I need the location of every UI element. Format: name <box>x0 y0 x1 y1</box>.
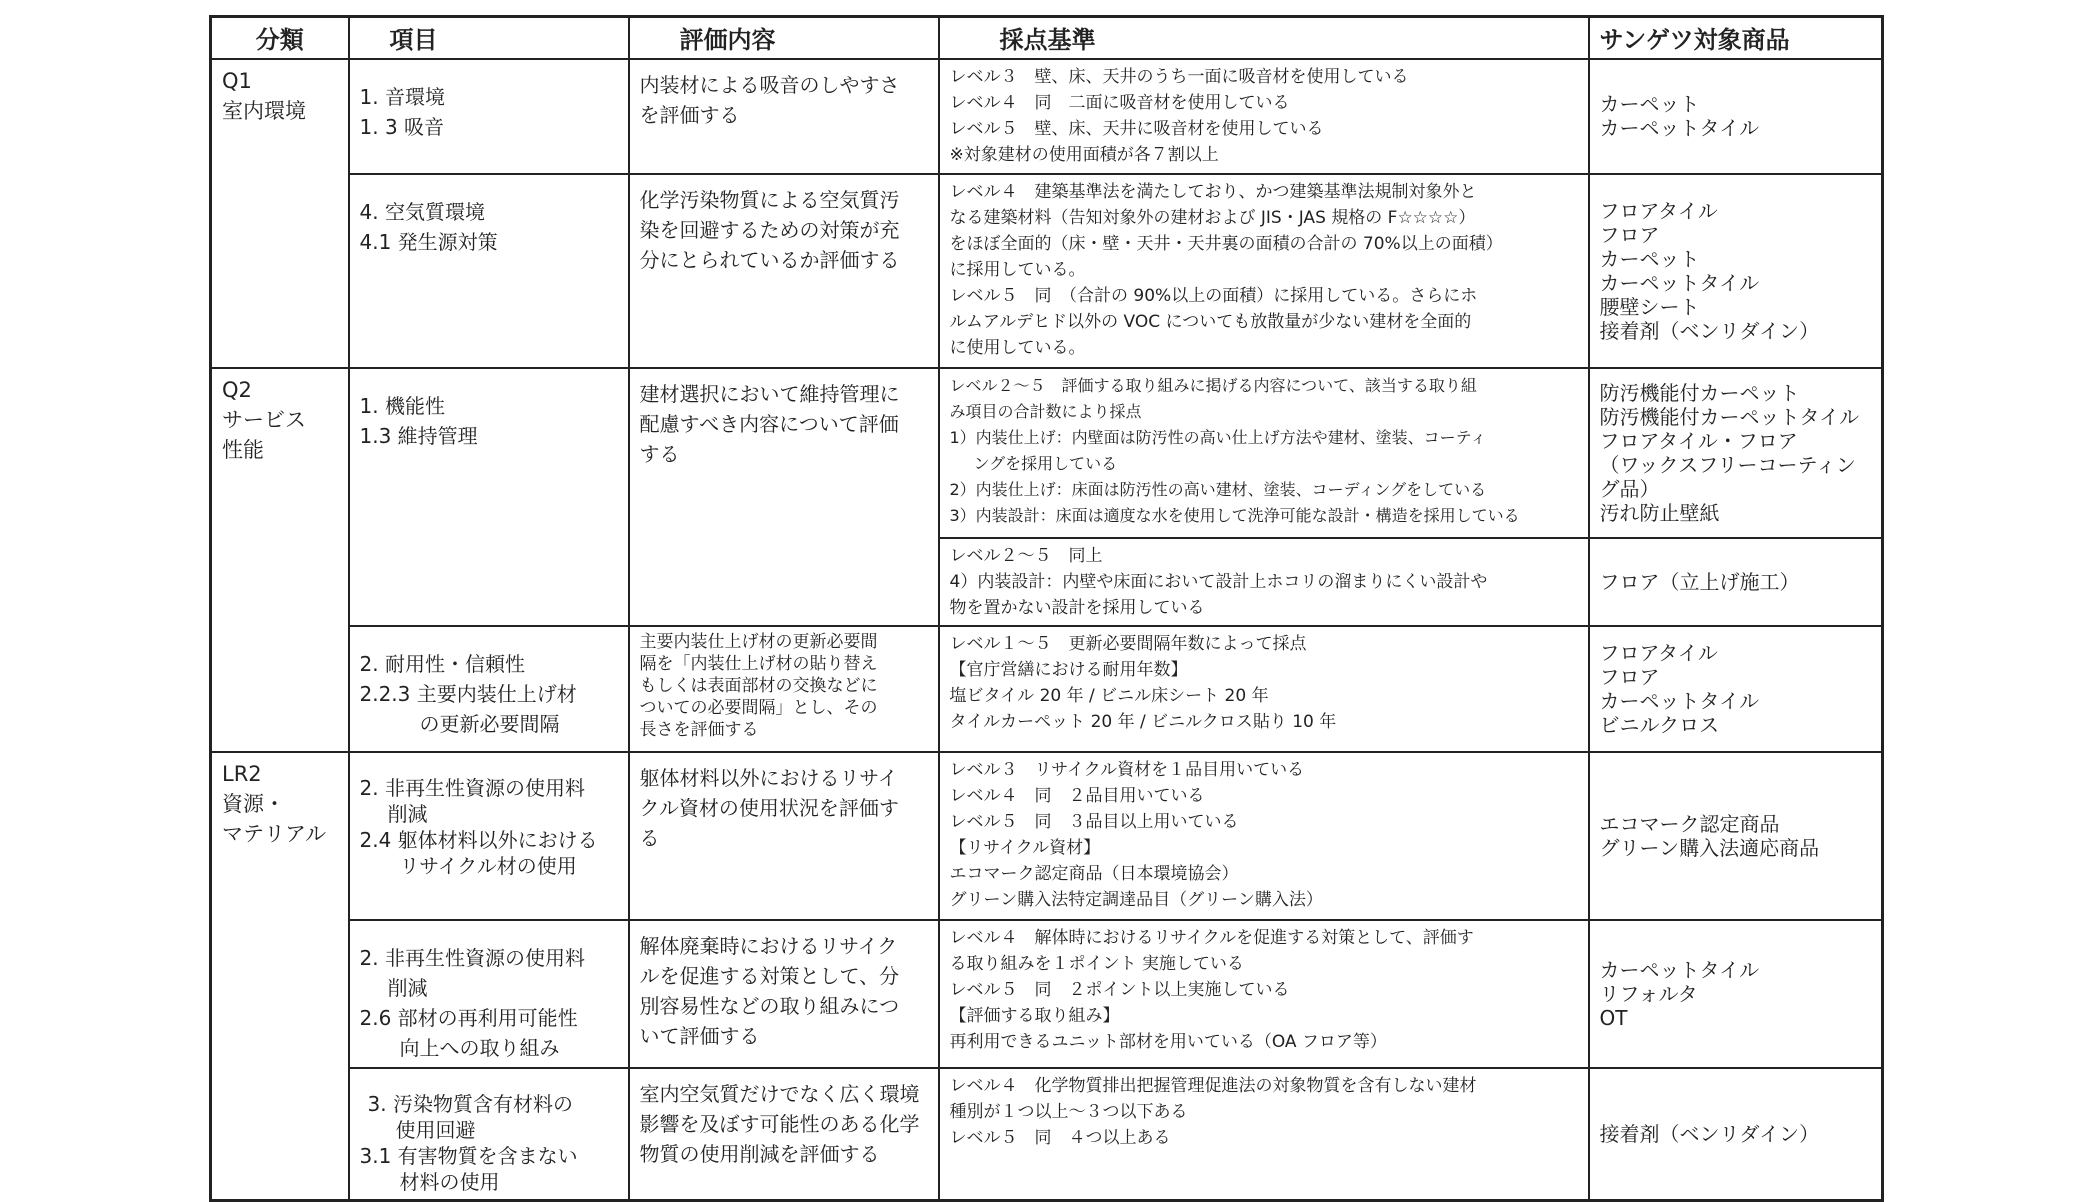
item-line: 3.1 有害物質を含まない <box>359 1143 578 1168</box>
products-cell: カーペットタイル リフォルタ OT <box>1589 920 1883 1068</box>
item-cell <box>349 1068 629 1201</box>
evaluation-cell: 躯体材料以外におけるリサイ クル資材の使用状況を評価す る <box>629 752 939 920</box>
item-cell: 1. 音環境 1. 3 吸音 <box>349 59 629 174</box>
criteria-cell: レベル３ リサイクル資材を１品目用いている レベル４ 同 ２品目用いている レベル５ 同 ３品目以上用いている 【リサイクル資材】 エコマーク認定商品（日本環境協会） グリーン購入法特定調達品目（グリーン購入法） <box>939 752 1589 920</box>
item-line: 2.2.3 主要内装仕上げ材 <box>359 681 577 706</box>
item-line: 使用回避 <box>395 1117 476 1142</box>
item-line: 2.6 部材の再利用可能性 <box>359 1005 578 1030</box>
evaluation-cell: 主要内装仕上げ材の更新必要間 隔を「内装仕上げ材の貼り替え もしくは表面部材の交換などに ついての必要間隔」とし、その 長さを評価する <box>629 626 939 752</box>
evaluation-cell: 解体廃棄時におけるリサイク ルを促進する対策として、分 別容易性などの取り組みにつ いて評価する <box>629 920 939 1068</box>
evaluation-table <box>209 15 1884 1202</box>
header-criteria: 採点基準 <box>939 17 1589 59</box>
item-line: 削減 <box>387 801 428 826</box>
item-cell <box>349 626 629 752</box>
category-q2: Q2 サービス 性能 <box>211 368 349 752</box>
item-line: 2. 非再生性資源の使用料 <box>359 945 585 970</box>
item-line: 向上への取り組み <box>399 1035 560 1060</box>
header-evaluation: 評価内容 <box>629 17 939 59</box>
products-cell: エコマーク認定商品 グリーン購入法適応商品 <box>1589 752 1883 920</box>
criteria-cell <box>939 368 1589 538</box>
products-cell: フロア（立上げ施工） <box>1589 538 1883 626</box>
criteria-cell: レベル４ 解体時におけるリサイクルを促進する対策として、評価す る取り組みを１ポイント 実施している レベル５ 同 ２ポイント以上実施している 【評価する取り組み】 再利用できるユニット部材を用いている（OA フロア等） <box>939 920 1589 1068</box>
criteria-line: ングを採用している <box>973 453 1118 473</box>
category-lr2: LR2 資源・ マテリアル <box>211 752 349 1201</box>
item-line: 3. 汚染物質含有材料の <box>367 1091 573 1116</box>
table-row <box>211 368 1883 538</box>
item-cell <box>349 920 629 1068</box>
item-cell: 4. 空気質環境 4.1 発生源対策 <box>349 174 629 368</box>
table-row <box>211 174 1883 368</box>
table-row <box>211 59 1883 174</box>
header-category: 分類 <box>211 17 349 59</box>
item-line: 2. 非再生性資源の使用料 <box>359 775 585 800</box>
evaluation-cell: 化学汚染物質による空気質汚 染を回避するための対策が充 分にとられているか評価する <box>629 174 939 368</box>
criteria-cell: レベル４ 化学物質排出把握管理促進法の対象物質を含有しない建材 種別が１つ以上～３つ以下ある レベル５ 同 ４つ以上ある <box>939 1068 1589 1201</box>
products-cell: カーペット カーペットタイル <box>1589 59 1883 174</box>
item-line: 削減 <box>387 975 428 1000</box>
evaluation-cell: 室内空気質だけでなく広く環境 影響を及ぼす可能性のある化学 物質の使用削減を評価する <box>629 1068 939 1201</box>
products-cell: フロアタイル フロア カーペットタイル ビニルクロス <box>1589 626 1883 752</box>
item-line: リサイクル材の使用 <box>399 853 577 878</box>
item-line: 2.4 躯体材料以外における <box>359 827 598 852</box>
evaluation-cell: 建材選択において維持管理に 配慮すべき内容について評価 する <box>629 368 939 626</box>
criteria-line: 2）内装仕上げ：床面は防汚性の高い建材、塗装、コーディングをしている <box>949 479 1487 499</box>
table-row <box>211 920 1883 1068</box>
criteria-line: 1）内装仕上げ：内壁面は防汚性の高い仕上げ方法や建材、塗装、コーティ <box>949 427 1487 447</box>
table-row <box>211 752 1883 920</box>
item-cell <box>349 752 629 920</box>
criteria-line: レベル２～５ 評価する取り組みに掲げる内容について、該当する取り組 <box>949 375 1477 395</box>
header-products: サンゲツ対象商品 <box>1589 17 1883 59</box>
item-cell: 1. 機能性 1.3 維持管理 <box>349 368 629 626</box>
header-row <box>211 17 1883 59</box>
criteria-line: 3）内装設計：床面は適度な水を使用して洗浄可能な設計・構造を採用している <box>949 505 1520 525</box>
criteria-cell: レベル１～５ 更新必要間隔年数によって採点 【官庁営繕における耐用年数】 塩ビタイル 20 年 / ビニル床シート 20 年 タイルカーペット 20 年 / ビニルクロス貼り 10 年 <box>939 626 1589 752</box>
evaluation-cell: 内装材による吸音のしやすさ を評価する <box>629 59 939 174</box>
table-row <box>211 626 1883 752</box>
header-item: 項目 <box>349 17 629 59</box>
item-line: 2. 耐用性・信頼性 <box>359 651 525 676</box>
criteria-line: み項目の合計数により採点 <box>949 401 1142 421</box>
category-q1: Q1 室内環境 <box>211 59 349 368</box>
products-cell: 接着剤（ベンリダイン） <box>1589 1068 1883 1201</box>
criteria-cell: レベル３ 壁、床、天井のうち一面に吸音材を使用している レベル４ 同 二面に吸音材を使用している レベル５ 壁、床、天井に吸音材を使用している ※対象建材の使用面積が各７割以上 <box>939 59 1589 174</box>
item-line: 材料の使用 <box>399 1169 500 1194</box>
criteria-cell: レベル２～５ 同上 4）内装設計：内壁や床面において設計上ホコリの溜まりにくい設計や 物を置かない設計を採用している <box>939 538 1589 626</box>
products-cell: 防汚機能付カーペット 防汚機能付カーペットタイル フロアタイル・フロア （ワックスフリーコーティング品） 汚れ防止壁紙 <box>1589 368 1883 538</box>
item-line: の更新必要間隔 <box>419 711 560 736</box>
products-cell: フロアタイル フロア カーペット カーペットタイル 腰壁シート 接着剤（ベンリダイン） <box>1589 174 1883 368</box>
criteria-cell: レベル４ 建築基準法を満たしており、かつ建築基準法規制対象外と なる建築材料（告知対象外の建材および JIS・JAS 規格の F☆☆☆☆） をほぼ全面的（床・壁・天井・天井裏の面積の合計の 70%以上の面積） に採用している。 レベル５ 同 （合計の 90%以上の面積）に採用している。さらにホ ルムアルデヒド以外の VOC についても放散量が少ない建材を全面的 に使用している。 <box>939 174 1589 368</box>
table-row <box>211 1068 1883 1201</box>
